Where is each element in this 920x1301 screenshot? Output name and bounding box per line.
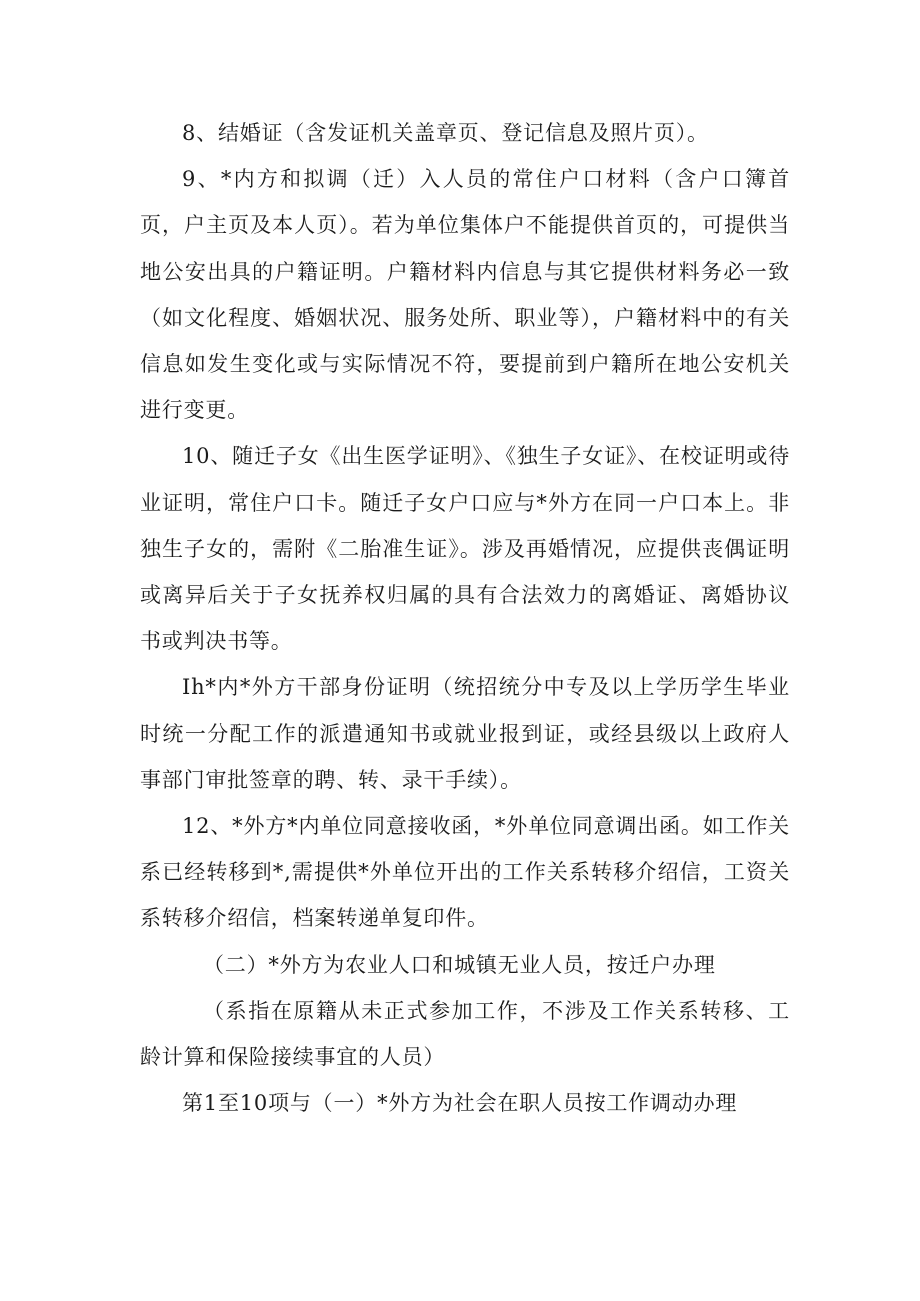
section-2-heading: （二）*外方为农业人口和城镇无业人员，按迁户办理 — [203, 952, 716, 977]
item-10-accompanying-children: 10、随迁子女《出生医学证明》、《独生子女证》、在校证明或待业证明，常住户口卡。随迁子女户口应与*外方在同一户口本上。非独生子女的，需附《二胎准生证》。涉及再婚情况，应提供丧偶证明或离异后关于子女抚养权归属的具有合法效力的离婚证、离婚协议书或判决书等。 — [140, 444, 790, 654]
section-2-items-reference: 第1至10项与（一）*外方为社会在职人员按工作调动办理 — [182, 1091, 738, 1116]
section-2-note: （系指在原籍从未正式参加工作，不涉及工作关系转移、工龄计算和保险接续事宜的人员） — [140, 998, 790, 1070]
item-9-household-registration: 9、*内方和拟调（迁）入人员的常住户口材料（含户口簿首页，户主页及本人页）。若为单位集体户不能提供首页的，可提供当地公安出具的户籍证明。户籍材料内信息与其它提供材料务必一致（如文化程度、婚姻状况、服务处所、职业等），户籍材料中的有关信息如发生变化或与实际情况不符，要提前到户籍所在地公安机关进行变更。 — [140, 167, 790, 423]
document-body — [140, 110, 790, 1126]
item-8-marriage-certificate: 8、结婚证（含发证机关盖章页、登记信息及照片页）。 — [182, 121, 709, 145]
item-12-transfer-letters: 12、*外方*内单位同意接收函，*外单位同意调出函。如工作关系已经转移到*,需提供*外单位开出的工作关系转移介绍信，工资关系转移介绍信，档案转递单复印件。 — [140, 814, 790, 931]
item-11-cadre-identity: Ih*内*外方干部身份证明（统招统分中专及以上学历学生毕业时统一分配工作的派遣通知书或就业报到证，或经县级以上政府人事部门审批签章的聘、转、录干手续）。 — [140, 675, 790, 792]
